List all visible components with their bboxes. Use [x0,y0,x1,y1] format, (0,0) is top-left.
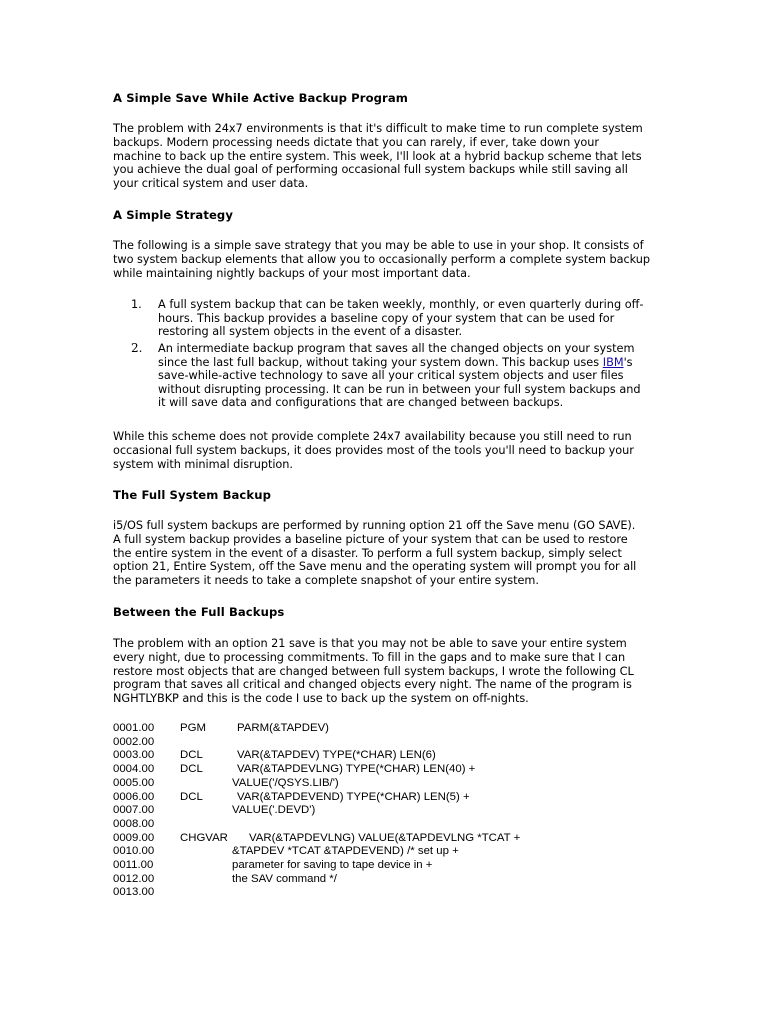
list-number: 1. [131,298,142,311]
code-op: DCL [180,749,203,762]
ibm-link[interactable]: IBM [602,355,624,369]
list-line: A full system backup that can be taken weekly, monthly, or even quarterly during off- [158,298,644,311]
code-seq: 0004.00 [113,763,155,776]
code-seq: 0009.00 [113,831,155,844]
code-line [113,886,658,900]
code-seq: 0002.00 [113,735,155,748]
code-seq: 0003.00 [113,749,155,762]
full-backup-line: option 21, Entire System, off the Save menu and the operating system will prompt you for all [113,560,637,574]
between-line: The problem with an option 21 save is that you may not be able to save your entire system [113,637,627,650]
between-line: NGHTLYBKP and this is the code I use to back up the system on off-nights. [113,692,529,706]
code-arg: VAR(&TAPDEVLNG) VALUE(&TAPDEVLNG *TCAT + [249,831,521,844]
code-seq: 0006.00 [113,790,155,803]
between-line: restore most objects that are changed between full system backups, I wrote the following CL [113,664,634,678]
code-line [113,804,658,818]
code-line [113,763,658,777]
code-arg: VALUE('.DEVD') [232,804,316,817]
strategy-line: The following is a simple save strategy that you may be able to use in your shop. It consists of [113,239,644,252]
between-line: program that saves all critical and changed objects every night. The name of the program is [113,678,632,692]
code-arg: the SAV command */ [232,872,337,885]
between-paragraph [113,637,658,706]
code-arg: &TAPDEV *TCAT &TAPDEVEND) /* set up + [232,845,459,858]
code-op: PGM [180,722,206,734]
code-arg: VAR(&TAPDEV) TYPE(*CHAR) LEN(6) [237,749,436,762]
code-op: DCL [180,790,203,803]
code-line [113,749,658,763]
list-number: 2. [131,341,143,355]
code-seq: 0008.00 [113,817,155,830]
list-line: hours. This backup provides a baseline copy of your system that can be used for [158,311,615,325]
code-arg: VALUE('/QSYS.LIB/') [232,776,339,789]
between-heading: Between the Full Backups [113,605,285,619]
closing-paragraph [113,430,658,471]
closing-line: occasional full system backups, it does provides most of the tools you'll need to backup your [113,443,634,457]
intro-line: The problem with 24x7 environments is that it's difficult to make time to run complete system [113,122,643,135]
code-line [113,873,658,887]
list-line: restoring all system objects in the event of a disaster. [158,325,463,339]
strategy-line: while maintaining nightly backups of your most important data. [113,266,471,280]
intro-line: backups. Modern processing needs dictate that you can rarely, if ever, take down your [113,135,599,149]
code-line [113,791,658,805]
list-line [158,356,641,370]
strategy-line: two system backup elements that allow you to occasionally perform a complete system backup [113,252,650,266]
code-seq: 0011.00 [113,859,154,871]
code-line [113,722,658,736]
list-line: without disrupting processing. It can be run in between your full system backups and [158,382,641,396]
code-seq: 0007.00 [113,804,155,817]
code-seq: 0005.00 [113,776,155,789]
code-arg: VAR(&TAPDEVEND) TYPE(*CHAR) LEN(5) + [237,790,470,803]
intro-line: you achieve the dual goal of performing occasional full system backups while still saving all [113,163,628,177]
list-line: An intermediate backup program that saves all the changed objects on your system [158,342,635,355]
code-seq: 0001.00 [113,722,155,734]
code-line [113,818,658,832]
code-line [113,859,658,873]
strategy-heading: A Simple Strategy [113,208,233,222]
full-backup-line: the entire system in the event of a disaster. To perform a full system backup, simply select [113,546,622,560]
full-backup-paragraph [113,519,658,588]
intro-line: your critical system and user data. [113,177,309,191]
list-line: save-while-active technology to save all your critical system objects and user files [158,369,624,383]
code-line [113,845,658,859]
list-line-text: 's [623,355,633,369]
code-line [113,832,658,846]
code-line [113,736,658,750]
closing-line: While this scheme does not provide complete 24x7 availability because you still need to run [113,430,632,443]
code-seq: 0010.00 [113,845,155,858]
list-line: it will save data and configurations that are changed between backups. [158,396,564,410]
code-arg: PARM(&TAPDEV) [237,722,329,734]
list-item-text [158,342,641,410]
full-backup-line: i5/OS full system backups are performed by running option 21 off the Save menu (GO SAVE). [113,519,636,532]
intro-line: machine to back up the entire system. This week, I'll look at a hybrid backup scheme that lets [113,149,642,163]
code-seq: 0013.00 [113,886,155,899]
strategy-paragraph [113,239,658,280]
code-op: CHGVAR [180,831,228,844]
document-title: A Simple Save While Active Backup Program [113,91,408,105]
code-line [113,777,658,791]
code-arg: VAR(&TAPDEVLNG) TYPE(*CHAR) LEN(40) + [237,763,476,776]
full-backup-line: the parameters it needs to take a complete snapshot of your entire system. [113,574,539,588]
code-arg: parameter for saving to tape device in + [232,859,433,871]
code-op: DCL [180,763,203,776]
list-item-text [158,298,644,339]
intro-paragraph [113,122,658,191]
list-line-text: since the last full backup, without taking your system down. This backup uses [158,355,603,369]
full-backup-line: A full system backup provides a baseline picture of your system that can be used to restore [113,532,628,546]
full-backup-heading: The Full System Backup [113,488,271,502]
closing-line: system with minimal disruption. [113,457,293,471]
between-line: every night, due to processing commitments. To fill in the gaps and to make sure that I can [113,650,626,664]
code-seq: 0012.00 [113,872,155,885]
